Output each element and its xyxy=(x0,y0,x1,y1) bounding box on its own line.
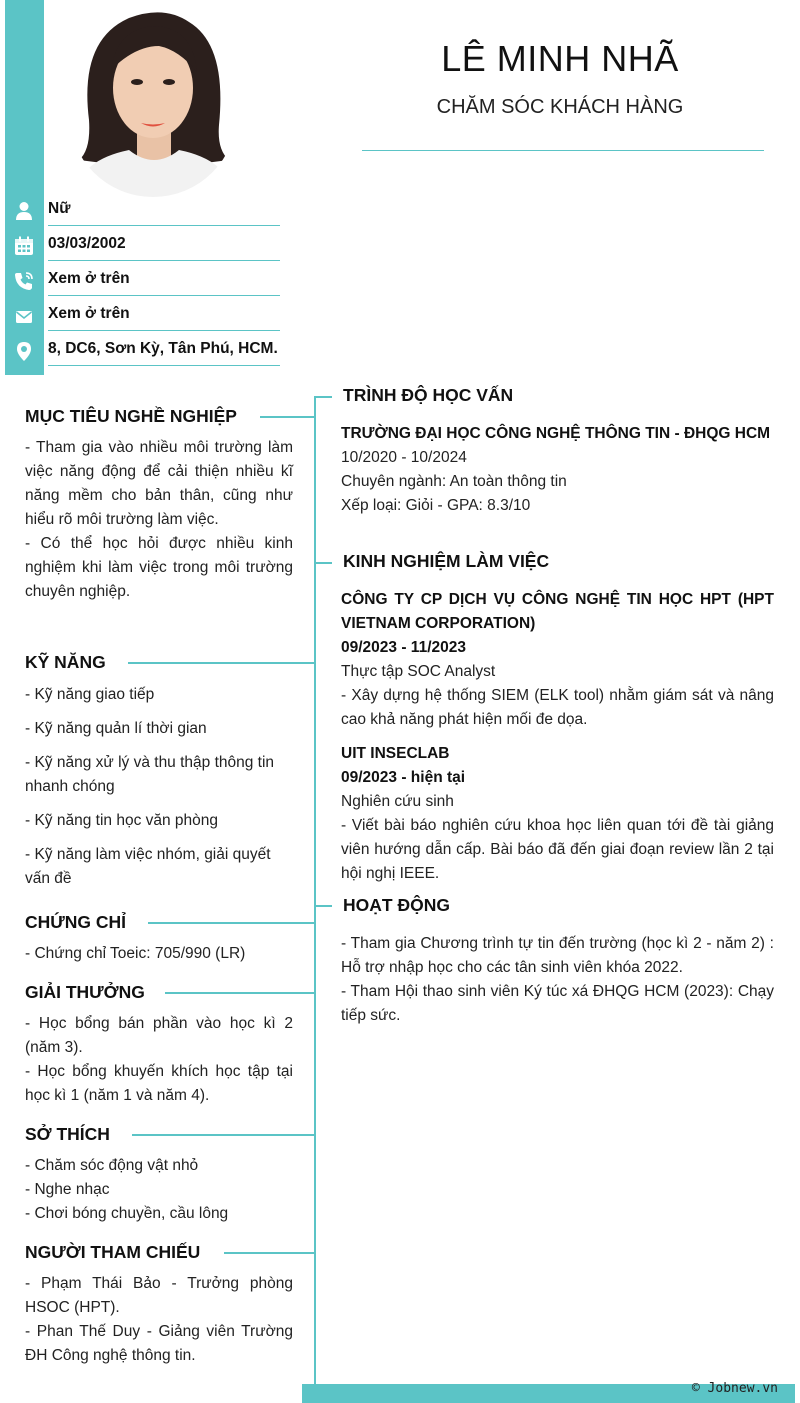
activity-item: - Tham Hội thao sinh viên Ký túc xá ĐHQG HCM (2023): Chạy tiếp sức. xyxy=(341,983,774,1024)
heading-connector xyxy=(165,992,315,994)
divider xyxy=(48,225,280,226)
heading-connector xyxy=(128,662,315,664)
phone-text: Xem ở trên xyxy=(48,270,130,287)
experience-job xyxy=(341,588,774,732)
calendar-icon xyxy=(13,235,35,257)
education-grade: Xếp loại: Giỏi - GPA: 8.3/10 xyxy=(341,497,531,514)
divider xyxy=(48,295,280,296)
award-item: - Học bổng bán phần vào học kì 2 (năm 3). xyxy=(25,1015,293,1056)
skill-item: - Kỹ năng tin học văn phòng xyxy=(25,812,219,829)
education-block xyxy=(341,422,774,518)
title-divider xyxy=(362,150,764,151)
company-name: CÔNG TY CP DỊCH VỤ CÔNG NGHỆ TIN HỌC HPT (HPT VIETNAM CORPORATION) xyxy=(341,591,774,632)
job-role: Nghiên cứu sinh xyxy=(341,793,454,810)
certificate-item: - Chứng chỉ Toeic: 705/990 (LR) xyxy=(25,945,246,962)
education-heading: TRÌNH ĐỘ HỌC VẤN xyxy=(343,385,514,405)
skills-heading: KỸ NĂNG xyxy=(25,652,106,672)
objective-line: - Có thể học hỏi được nhiều kinh nghiệm khi làm việc trong môi trường chuyên nghiệp. xyxy=(25,535,293,600)
activities-heading: HOẠT ĐỘNG xyxy=(343,895,450,915)
footer-copyright: © Jobnew.vn xyxy=(691,1381,778,1396)
user-icon xyxy=(13,200,35,222)
contact-phone xyxy=(0,268,280,296)
mail-icon xyxy=(13,305,35,327)
heading-connector xyxy=(224,1252,315,1254)
hobby-item: - Chăm sóc động vật nhỏ xyxy=(25,1157,199,1174)
phone-icon xyxy=(13,270,35,292)
references-heading: NGƯỜI THAM CHIẾU xyxy=(25,1242,201,1262)
experience-heading: KINH NGHIỆM LÀM VIỆC xyxy=(343,551,550,571)
divider xyxy=(48,330,280,331)
candidate-name: LÊ MINH NHÃ xyxy=(441,38,679,79)
profile-photo xyxy=(69,0,237,197)
contact-gender xyxy=(0,198,280,226)
awards-heading: GIẢI THƯỞNG xyxy=(25,982,145,1002)
hobby-item: - Nghe nhạc xyxy=(25,1181,110,1198)
school-name: TRƯỜNG ĐẠI HỌC CÔNG NGHỆ THÔNG TIN - ĐHQG HCM xyxy=(341,425,771,442)
address-text: 8, DC6, Sơn Kỳ, Tân Phú, HCM. xyxy=(48,340,278,357)
timeline-line xyxy=(314,396,316,1384)
timeline-hook xyxy=(314,396,332,398)
hobbies-heading: SỞ THÍCH xyxy=(25,1124,110,1144)
contact-birthday xyxy=(0,233,280,261)
education-major: Chuyên ngành: An toàn thông tin xyxy=(341,473,567,490)
skill-item: - Kỹ năng quản lí thời gian xyxy=(25,720,207,737)
contact-address xyxy=(0,338,280,366)
awards-text xyxy=(25,1012,293,1108)
experience-job xyxy=(341,742,774,886)
reference-item: - Phan Thế Duy - Giảng viên Trường ĐH Công nghệ thông tin. xyxy=(25,1323,293,1364)
divider xyxy=(48,365,280,366)
skill-item: - Kỹ năng làm việc nhóm, giải quyết vấn đề xyxy=(25,846,271,887)
activity-item: - Tham gia Chương trình tự tin đến trường (học kì 2 - năm 2) : Hỗ trợ nhập học cho các tân sinh viên khóa 2022. xyxy=(341,935,774,976)
gender-text: Nữ xyxy=(48,200,71,217)
certificates-heading: CHỨNG CHỈ xyxy=(25,912,127,932)
timeline-hook xyxy=(314,905,332,907)
skill-item: - Kỹ năng giao tiếp xyxy=(25,686,155,703)
birthday-text: 03/03/2002 xyxy=(48,235,126,252)
activities-block xyxy=(341,932,774,1028)
job-position: CHĂM SÓC KHÁCH HÀNG xyxy=(436,96,684,118)
job-period: 09/2023 - hiện tại xyxy=(341,769,466,786)
contact-email xyxy=(0,303,280,331)
hobby-item: - Chơi bóng chuyền, cầu lông xyxy=(25,1205,229,1222)
objective-line: - Tham gia vào nhiều môi trường làm việc năng động để cải thiện nhiều kĩ năng mềm cho bản thân, cũng như hiểu rõ môi trường làm việc. xyxy=(25,439,293,528)
email-text: Xem ở trên xyxy=(48,305,130,322)
location-icon xyxy=(13,340,35,362)
heading-connector xyxy=(148,922,315,924)
education-period: 10/2020 - 10/2024 xyxy=(341,449,467,466)
job-description: - Xây dựng hệ thống SIEM (ELK tool) nhằm giám sát và nâng cao khả năng phát hiện mối đe dọa. xyxy=(341,687,774,728)
objective-heading: MỤC TIÊU NGHỀ NGHIỆP xyxy=(25,406,237,426)
job-period: 09/2023 - 11/2023 xyxy=(341,639,466,656)
job-role: Thực tập SOC Analyst xyxy=(341,663,496,680)
heading-connector xyxy=(260,416,315,418)
objective-text xyxy=(25,436,293,604)
reference-item: - Phạm Thái Bảo - Trưởng phòng HSOC (HPT). xyxy=(25,1275,293,1316)
company-name: UIT INSECLAB xyxy=(341,745,450,762)
heading-connector xyxy=(132,1134,315,1136)
job-description: - Viết bài báo nghiên cứu khoa học liên quan tới đề tài giảng viên hướng dẫn cấp. Bài báo đã đến giai đoạn review lần 2 tại hội nghị IEEE. xyxy=(341,817,774,882)
references-text xyxy=(25,1272,293,1368)
divider xyxy=(48,260,280,261)
skill-item: - Kỹ năng xử lý và thu thập thông tin nhanh chóng xyxy=(25,754,275,795)
timeline-hook xyxy=(314,562,332,564)
award-item: - Học bổng khuyến khích học tập tại học kì 1 (năm 1 và năm 4). xyxy=(25,1063,293,1104)
